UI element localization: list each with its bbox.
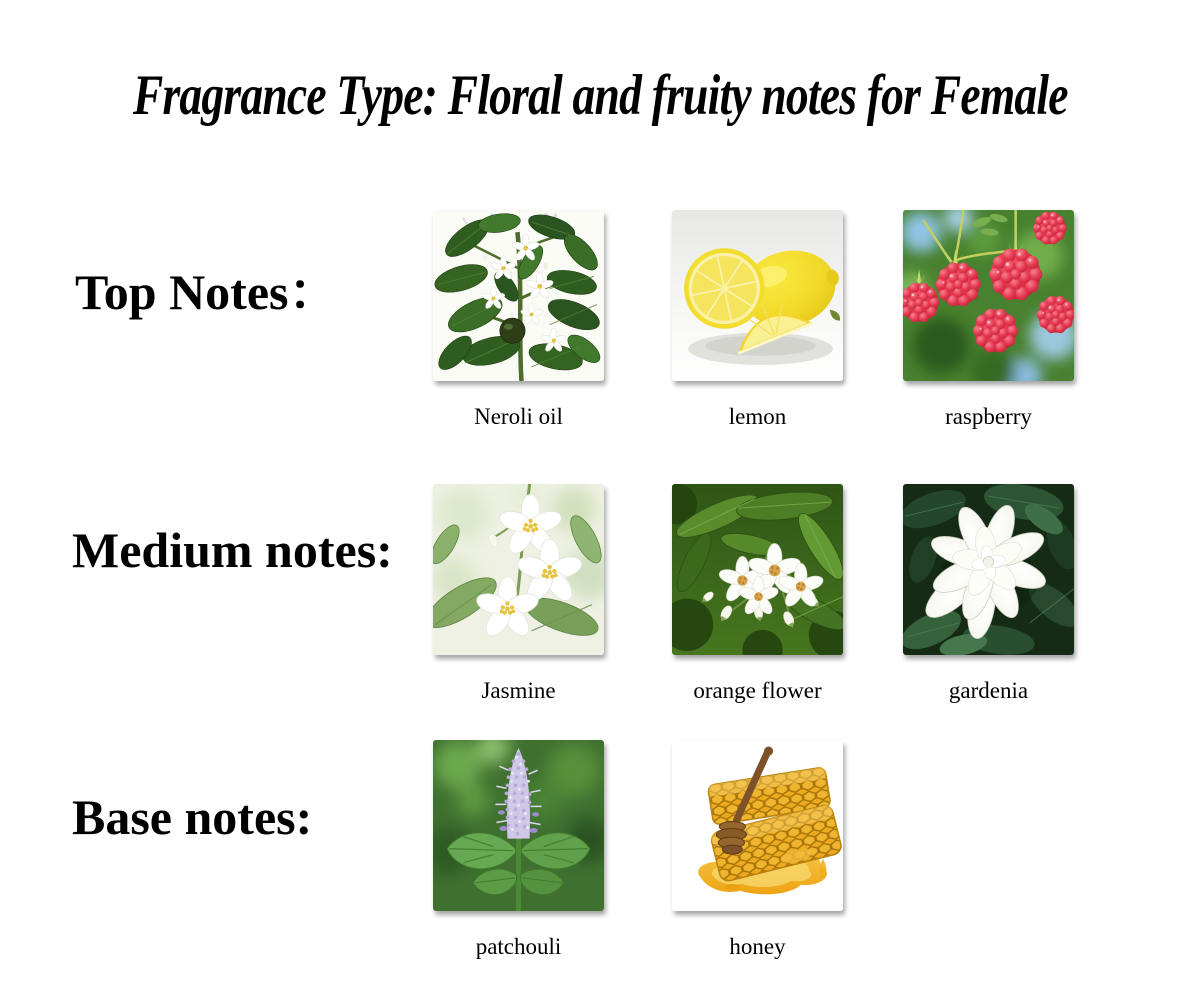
note-item-honey [672,740,843,959]
page-title-text: Fragrance Type: Floral and fruity notes for Female [132,64,1068,127]
patchouli-image-frame [433,740,604,911]
note-item-gardenia [903,484,1074,703]
note-caption: orange flower [693,678,822,703]
gardenia-image-frame [903,484,1074,655]
raspberry-image [903,210,1074,381]
raspberry-image-frame [903,210,1074,381]
note-caption: patchouli [475,934,562,959]
jasmine-image [433,484,604,655]
medium-notes-label: Medium notes: [72,522,393,578]
orange-flower-image [672,484,843,655]
note-item-orange-flower [672,484,843,703]
lemon-image-frame [672,210,843,381]
note-item-neroli-oil [433,210,604,429]
lemon-image [672,210,843,381]
jasmine-image-frame [433,484,604,655]
neroli-oil-image [433,210,604,381]
base-notes-label: Base notes: [72,789,313,845]
gardenia-image [903,484,1074,655]
top-notes-label: Top Notes： [75,264,339,320]
neroli-oil-image-frame [433,210,604,381]
note-caption: honey [729,934,786,959]
note-caption: raspberry [945,404,1032,429]
honey-image [672,740,843,911]
note-caption: Neroli oil [474,404,563,429]
note-item-lemon [672,210,843,429]
orange-flower-image-frame [672,484,843,655]
honey-image-frame [672,740,843,911]
patchouli-image [433,740,604,911]
note-caption: gardenia [948,678,1029,703]
note-item-raspberry [903,210,1074,429]
note-caption: Jasmine [481,678,556,703]
note-item-jasmine [433,484,604,703]
note-item-patchouli [433,740,604,959]
page-title [0,64,1200,127]
note-caption: lemon [728,404,787,429]
